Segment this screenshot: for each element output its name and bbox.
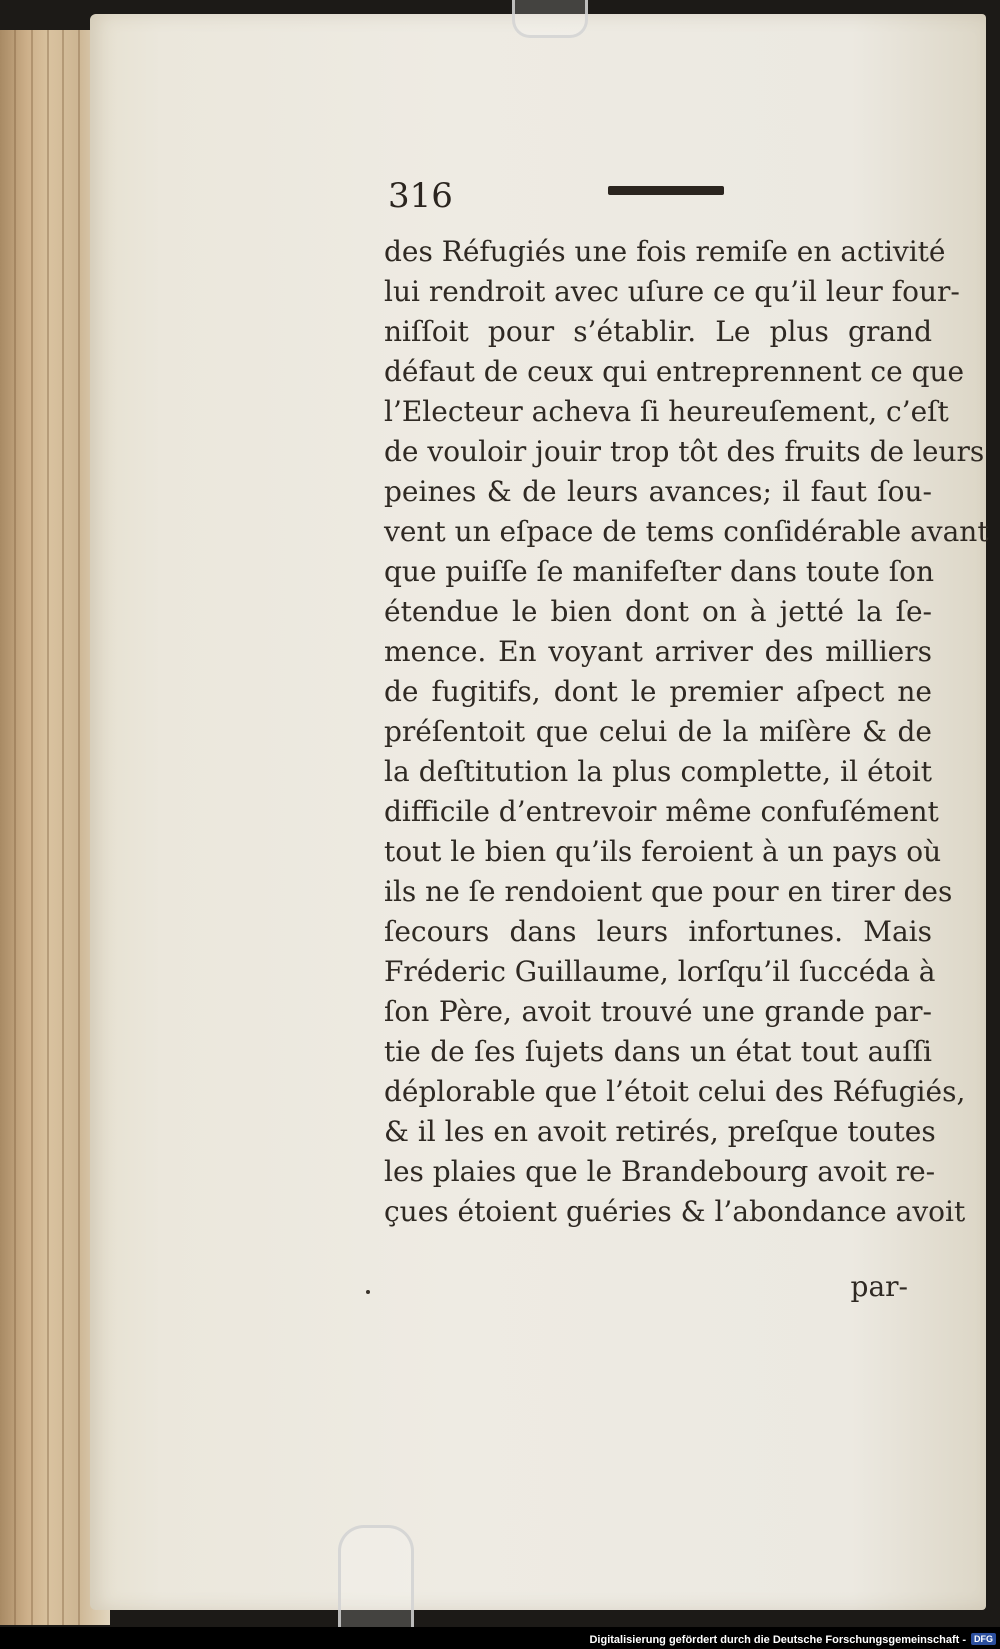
text-line: tie de ſes ſujets dans un état tout auſſi [384,1035,932,1068]
text-line: ſon Père, avoit trouvé une grande par- [384,995,932,1028]
text-line: çues étoient guéries & l’abondance avoit [384,1195,966,1228]
ink-mark [366,1290,370,1294]
digitization-footer [0,1627,1000,1649]
text-line: ſecours dans leurs infortunes. Mais [384,915,932,948]
text-line: des Réfugiés une fois remiſe en activité [384,235,946,268]
text-line: & il les en avoit retirés, preſque toutes [384,1115,936,1148]
text-line: difficile d’entrevoir même confuſément [384,795,939,828]
text-line: lui rendroit avec uſure ce qu’il leur four- [384,275,960,308]
text-line: défaut de ceux qui entreprennent ce que [384,355,965,388]
text-line: préſentoit que celui de la miſère & de [384,715,932,748]
text-line: déplorable que l’étoit celui des Réfugiés, [384,1075,966,1108]
text-line: les plaies que le Brandebourg avoit re- [384,1155,936,1188]
dfg-logo: DFG [971,1633,996,1645]
text-line: vent un eſpace de tems conſidérable avant [384,515,989,548]
text-line: de vouloir jouir trop tôt des fruits de leurs [384,435,985,468]
page-text-block [384,232,989,1232]
text-line: étendue le bien dont on à jetté la ſe- [384,595,932,628]
text-line: mence. En voyant arriver des milliers [384,635,932,668]
text-line: la deſtitution la plus complette, il étoit [384,755,932,788]
text-line: tout le bien qu’ils feroient à un pays où [384,835,942,868]
catchword: par- [850,1270,908,1303]
text-line: ils ne ſe rendoient que pour en tirer des [384,875,953,908]
text-line: Fréderic Guillaume, lorſqu’il ſuccéda à [384,955,936,988]
text-line: peines & de leurs avances; il faut ſou- [384,475,932,508]
page-clip-top-icon [512,0,588,38]
header-rule [608,186,724,195]
funding-credit: Digitalisierung gefördert durch die Deutsche Forschungsgemeinschaft - [589,1634,966,1646]
text-line: niſſoit pour s’établir. Le plus grand [384,315,932,348]
text-line: l’Electeur acheva ſi heureuſement, c’eſt [384,395,949,428]
page-clip-bottom-icon [338,1525,414,1638]
text-line: que puiſſe ſe manifeſter dans toute ſon [384,555,935,588]
text-line: de fugitifs, dont le premier aſpect ne [384,675,932,708]
page-number: 316 [388,176,453,216]
